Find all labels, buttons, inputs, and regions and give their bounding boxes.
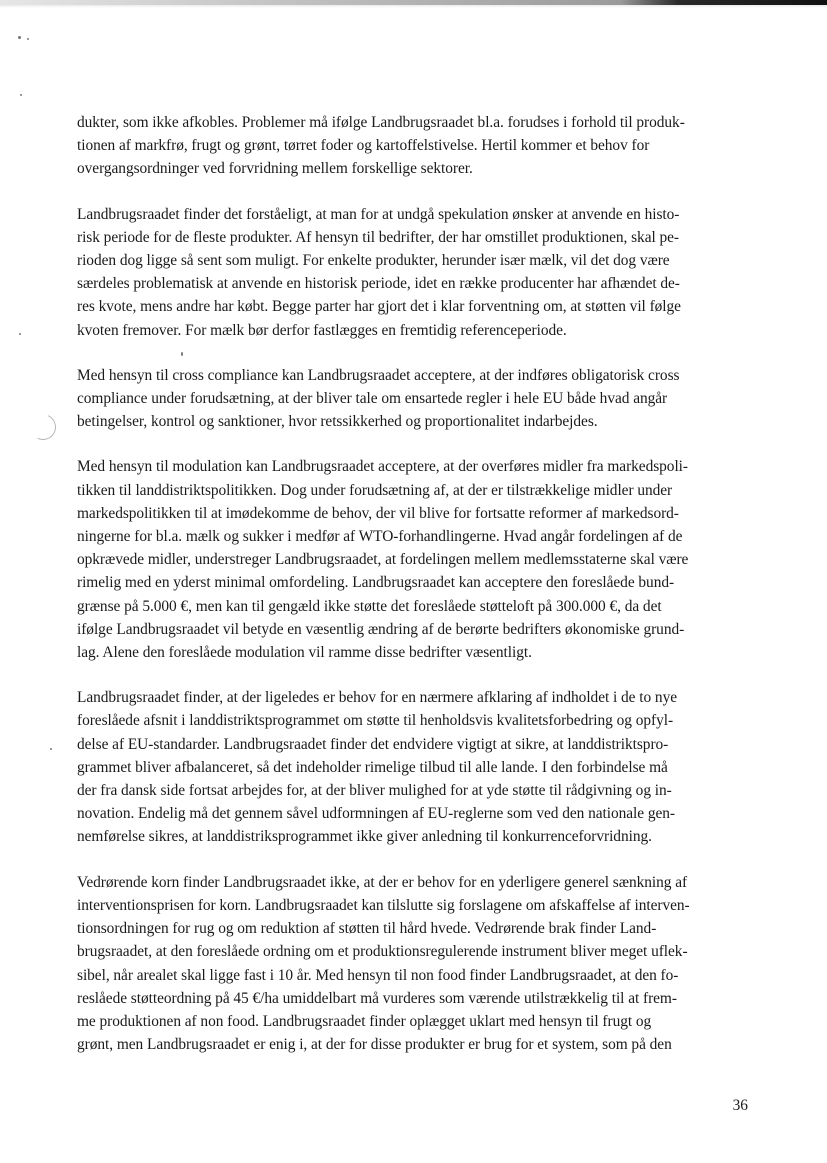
text-line: kvoten fremover. For mælk bør derfor fastlægges en fremtidig referenceperiode. — [77, 321, 567, 339]
text-line: compliance under forudsætning, at der bliver tale om ensartede regler i hele EU både hvad angår — [77, 390, 668, 408]
text-line: grammet bliver afbalanceret, så det indeholder rimelige tilbud til alle lande. I den forbindelse må — [77, 758, 668, 776]
text-line: risk periode for de fleste produkter. Af hensyn til bedrifter, der har omstillet produktionen, skal pe- — [77, 228, 679, 246]
text-line: betingelser, kontrol og sanktioner, hvor retssikkerhed og proportionalitet indarbejdes. — [77, 413, 598, 431]
text-line: lag. Alene den foreslåede modulation vil ramme disse bedrifter væsentligt. — [77, 644, 532, 662]
text-line: der fra dansk side fortsat arbejdes for, at der bliver mulighed for at yde støtte til rådgivning og in- — [77, 782, 672, 800]
text-line: foreslåede afsnit i landdistriktsprogrammet om støtte til henholdsvis kvalitetsforbedring og opfyl- — [77, 712, 674, 730]
paragraph-historic-period — [77, 203, 753, 342]
text-line: Landbrugsraadet finder, at der ligeledes er behov for en nærmere afklaring af indholdet i de to nye — [77, 689, 677, 707]
text-line: brugsraadet, at den foreslåede ordning om et produktionsregulerende instrument bliver meget uflek- — [77, 943, 688, 961]
text-line: ningerne for bl.a. mælk og sukker i medfør af WTO-forhandlingerne. Hvad angår fordelingen af de — [77, 528, 683, 546]
text-line: overgangsordninger ved forvridning mellem forskellige sektorer. — [77, 160, 473, 178]
scan-edge-fade — [0, 5, 827, 8]
paragraph-intro — [77, 111, 753, 181]
text-line: Med hensyn til cross compliance kan Landbrugsraadet acceptere, at der indføres obligatorisk cross — [77, 366, 680, 384]
text-line: tionen af markfrø, frugt og grønt, tørret foder og kartoffelstivelse. Hertil kommer et behov for — [77, 137, 650, 155]
text-line: rimelig med en yderst minimal omfordeling. Landbrugsraadet kan acceptere den foreslåede bund- — [77, 574, 675, 592]
text-line: me produktionen af non food. Landbrugsraadet finder oplægget uklart med hensyn til frugt og — [77, 1012, 652, 1030]
text-line: markedspolitikken til at imødekomme de behov, der vil blive for fortsatte reformer af markedsord- — [77, 504, 679, 522]
text-line: ifølge Landbrugsraadet vil betyde en væsentlig ændring af de berørte bedrifters økonomiske grund- — [77, 620, 685, 638]
text-line: reslåede støtteordning på 45 €/ha umiddelbart må vurderes som værende utilstrækkelig til at frem- — [77, 989, 677, 1007]
text-line: særdeles problematisk at anvende en historisk periode, idet en række producenter har afhændet de- — [77, 275, 680, 293]
paragraph-grain — [77, 871, 753, 1057]
text-line: res kvote, mens andre har købt. Begge parter har gjort det i klar forventning om, at støtten vil følge — [77, 298, 681, 316]
text-line: Vedrørende korn finder Landbrugsraadet ikke, at der er behov for en yderligere generel sænkning af — [77, 873, 688, 891]
text-line: tionsordningen for rug og om reduktion af støtten til hård hvede. Vedrørende brak finder Land- — [77, 920, 657, 938]
scan-speck — [18, 36, 21, 39]
text-line: interventionsprisen for korn. Landbrugsraadet kan tilslutte sig forslagene om afskaffelse af interven- — [77, 896, 690, 914]
scan-speck — [50, 748, 52, 750]
text-line: opkrævede midler, understreger Landbrugsraadet, at fordelingen mellem medlemsstaterne skal være — [77, 551, 689, 569]
text-line: grænse på 5.000 €, men kan til gengæld ikke støtte det foreslåede støtteloft på 300.000 €, da det — [77, 597, 662, 615]
text-line: Landbrugsraadet finder det forståeligt, at man for at undgå spekulation ønsker at anvende en histo- — [77, 205, 680, 223]
document-body — [77, 111, 753, 1056]
scan-speck — [20, 94, 22, 96]
text-line: novation. Endelig må det gennem såvel udformningen af EU-reglerne som ved den nationale gen- — [77, 805, 676, 823]
paragraph-modulation — [77, 455, 753, 664]
scan-speck — [19, 333, 21, 335]
margin-binding-mark — [26, 410, 59, 443]
scan-speck — [27, 38, 29, 40]
page-number: 36 — [732, 1097, 748, 1114]
text-line: rioden dog ligge så sent som muligt. For enkelte produkter, herunder især mælk, vil det dog være — [77, 252, 670, 270]
text-line: Med hensyn til modulation kan Landbrugsraadet acceptere, at der overføres midler fra markedspoli- — [77, 458, 688, 476]
text-line: nemførelse sikres, at landdistriksprogrammet ikke giver anledning til konkurrenceforvridning. — [77, 828, 652, 846]
paragraph-cross-compliance — [77, 364, 753, 434]
text-line: delse af EU-standarder. Landbrugsraadet finder det endvidere vigtigt at sikre, at landdistriktspro- — [77, 735, 669, 753]
paragraph-rural-development — [77, 686, 753, 848]
text-line: grønt, men Landbrugsraadet er enig i, at der for disse produkter er brug for et system, som på den — [77, 1036, 672, 1054]
text-line: tikken til landdistriktspolitikken. Dog under forudsætning af, at der er tilstrækkelige midler under — [77, 481, 673, 499]
text-line: dukter, som ikke afkobles. Problemer må ifølge Landbrugsraadet bl.a. forudses i forhold til produk- — [77, 114, 685, 131]
text-line: sibel, når arealet skal ligge fast i 10 år. Med hensyn til non food finder Landbrugsraadet, at den fo- — [77, 966, 679, 984]
